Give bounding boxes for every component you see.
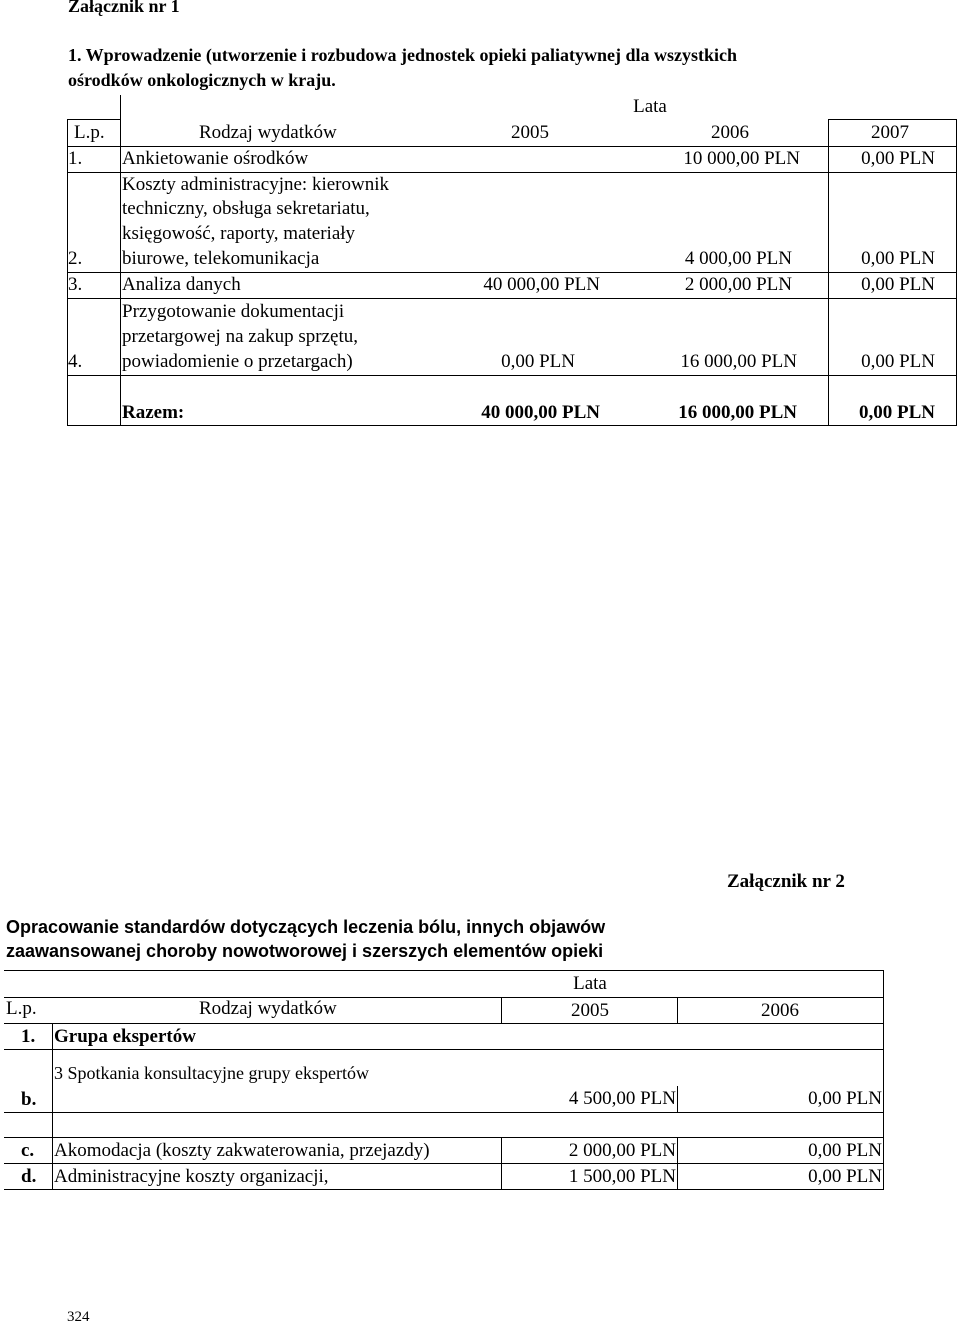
col-lp-header: L.p.: [74, 122, 105, 143]
row-label-line: powiadomienie o przetargach): [122, 351, 353, 372]
row-label: Ankietowanie ośrodków: [122, 148, 309, 169]
rule: [67, 172, 957, 173]
row-lp: d.: [21, 1166, 37, 1187]
rule: [677, 997, 678, 1024]
value-2006: 0,00 PLN: [808, 1088, 882, 1109]
rule: [4, 1049, 884, 1050]
annex2-title: Załącznik nr 2: [727, 871, 845, 892]
rule: [677, 1137, 678, 1189]
rule: [4, 1023, 884, 1024]
total-2007: 0,00 PLN: [859, 402, 935, 423]
year-2006-header: 2006: [711, 122, 749, 143]
rule: [4, 1189, 884, 1190]
col-type-header: Rodzaj wydatków: [199, 998, 337, 1019]
group-lp: 1.: [21, 1026, 36, 1047]
row-label-line: przetargowej na zakup sprzętu,: [122, 326, 358, 347]
row-label-line: Koszty administracyjne: kierownik: [122, 174, 389, 195]
years-header: Lata: [633, 96, 667, 117]
rule: [883, 970, 884, 1189]
row-label: 3 Spotkania konsultacyjne grupy ekspertów: [54, 1063, 369, 1083]
value-2006: 10 000,00 PLN: [683, 148, 800, 169]
rule: [67, 272, 957, 273]
rule: [67, 298, 957, 299]
value-2007: 0,00 PLN: [861, 351, 935, 372]
rule: [67, 425, 957, 426]
rule: [67, 146, 957, 147]
row-lp: c.: [21, 1140, 35, 1161]
value-2006: 4 000,00 PLN: [684, 248, 792, 269]
row-lp: 4.: [68, 351, 83, 372]
year-2006-header: 2006: [761, 1000, 799, 1021]
value-2005: 0,00 PLN: [501, 351, 575, 372]
rule: [956, 119, 957, 426]
rule: [677, 1086, 678, 1112]
value-2007: 0,00 PLN: [861, 248, 935, 269]
annex1-heading-line1: 1. Wprowadzenie (utworzenie i rozbudowa jednostek opieki paliatywnej dla wszystkich: [68, 45, 738, 65]
col-lp-header: L.p.: [6, 998, 37, 1019]
rule: [67, 375, 957, 376]
value-2005: 1 500,00 PLN: [568, 1166, 676, 1187]
rule: [4, 1137, 884, 1138]
row-label-line: biurowe, telekomunikacja: [122, 248, 320, 269]
annex1-heading-line2: ośrodków onkologicznych w kraju.: [68, 70, 336, 90]
years-header: Lata: [573, 973, 607, 994]
year-2005-header: 2005: [571, 1000, 609, 1021]
total-label: Razem:: [122, 402, 185, 423]
annex1-title: Załącznik nr 1: [68, 0, 180, 16]
rule: [501, 997, 502, 1024]
row-label: Akomodacja (koszty zakwaterowania, przejazdy): [54, 1140, 430, 1161]
rule: [4, 997, 884, 998]
row-lp: 3.: [68, 274, 83, 295]
total-2006: 16 000,00 PLN: [678, 402, 797, 423]
rule: [120, 95, 121, 426]
row-label: Administracyjne koszty organizacji,: [54, 1166, 329, 1187]
rule: [828, 119, 957, 120]
rule: [4, 970, 884, 971]
value-2005: 4 500,00 PLN: [568, 1088, 676, 1109]
row-lp: b.: [21, 1089, 37, 1110]
page-number: 324: [67, 1309, 90, 1325]
value-2006: 0,00 PLN: [808, 1166, 882, 1187]
year-2007-header: 2007: [871, 122, 909, 143]
rule: [52, 1023, 53, 1189]
value-2007: 0,00 PLN: [861, 148, 935, 169]
row-label-line: Przygotowanie dokumentacji: [122, 301, 345, 322]
rule: [67, 119, 121, 120]
rule: [4, 1112, 884, 1113]
value-2006: 2 000,00 PLN: [684, 274, 792, 295]
annex2-heading-line2: zaawansowanej choroby nowotworowej i szerszych elementów opieki: [6, 941, 604, 961]
total-2005: 40 000,00 PLN: [481, 402, 600, 423]
rule: [4, 1163, 884, 1164]
value-2007: 0,00 PLN: [861, 274, 935, 295]
year-2005-header: 2005: [511, 122, 549, 143]
value-2005: 2 000,00 PLN: [568, 1140, 676, 1161]
value-2006: 16 000,00 PLN: [680, 351, 797, 372]
annex2-heading-line1: Opracowanie standardów dotyczących leczenia bólu, innych objawów: [6, 917, 606, 937]
row-lp: 2.: [68, 248, 83, 269]
value-2005: 40 000,00 PLN: [483, 274, 600, 295]
row-label: Analiza danych: [122, 274, 241, 295]
row-lp: 1.: [68, 148, 83, 169]
row-label-line: techniczny, obsługa sekretariatu,: [122, 198, 370, 219]
row-label-line: księgowość, raporty, materiały: [122, 223, 356, 244]
value-2006: 0,00 PLN: [808, 1140, 882, 1161]
col-type-header: Rodzaj wydatków: [199, 122, 337, 143]
group-label: Grupa ekspertów: [54, 1026, 196, 1047]
